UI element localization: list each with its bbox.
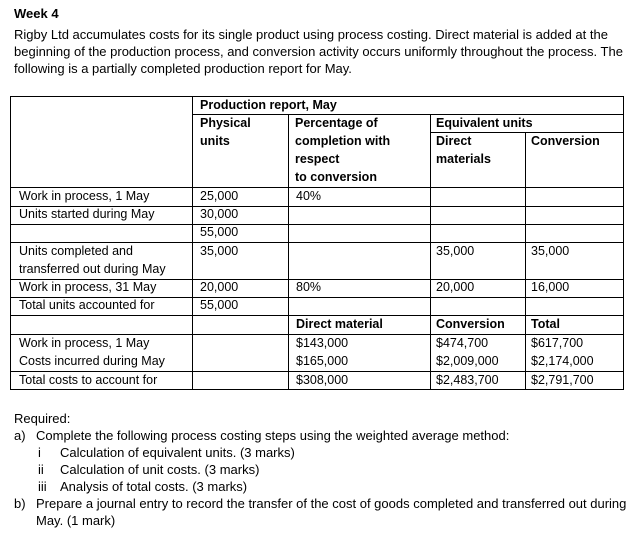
col-percent-line1: Percentage of [295, 116, 378, 130]
requirement-a-iii [14, 478, 629, 495]
col-direct-materials-line2: materials [436, 152, 491, 166]
cost-label-wip-begin: Work in process, 1 May [19, 336, 150, 350]
required-heading: Required: [14, 411, 71, 426]
sub-marker: iii [38, 479, 47, 494]
cost-incurred-total: $2,174,000 [531, 354, 594, 368]
sub-text: Calculation of equivalent units. (3 marks) [60, 445, 295, 460]
col-direct-materials-line1: Direct [436, 134, 472, 148]
intro-paragraph: Rigby Ltd accumulates costs for its single product using process costing. Direct material is added at the beginning of the production process, and conversion activity occurs uniformly throughout the process. The following is a partially completed production report for May. [14, 27, 623, 76]
cost-label-incurred: Costs incurred during May [19, 354, 165, 368]
completed-dm: 35,000 [436, 244, 475, 258]
cost-header-conversion: Conversion [436, 317, 505, 331]
col-physical-line2: units [200, 134, 230, 148]
wip-end-physical: 20,000 [200, 280, 239, 294]
cost-wip-begin-dm: $143,000 [296, 336, 349, 350]
wip-begin-physical: 25,000 [200, 189, 239, 203]
sub-marker: ii [38, 462, 44, 477]
started-physical: 30,000 [200, 207, 239, 221]
cost-total-conversion: $2,483,700 [436, 373, 499, 387]
row-label-started: Units started during May [19, 207, 155, 221]
requirement-a-ii [14, 461, 629, 478]
sub-marker: i [38, 445, 41, 460]
sub-text: Analysis of total costs. (3 marks) [60, 479, 248, 494]
col-percent-line4: to conversion [295, 170, 377, 184]
requirement-a [14, 427, 629, 444]
requirement-a-i [14, 444, 629, 461]
row-label-wip-begin: Work in process, 1 May [19, 189, 150, 203]
cost-wip-begin-total: $617,700 [531, 336, 584, 350]
wip-end-dm: 20,000 [436, 280, 475, 294]
col-physical-line1: Physical [200, 116, 251, 130]
report-title: Production report, May [200, 98, 337, 112]
col-percent-line3: respect [295, 152, 340, 166]
wip-end-conversion: 16,000 [531, 280, 570, 294]
wip-begin-percent: 40% [296, 189, 322, 203]
cost-wip-begin-conversion: $474,700 [436, 336, 489, 350]
requirement-a-text: Complete the following process costing steps using the weighted average method: [36, 428, 510, 443]
total-units-physical: 55,000 [200, 298, 239, 312]
col-equivalent-units: Equivalent units [436, 116, 533, 130]
requirement-a-marker: a) [14, 428, 26, 443]
requirements-list [14, 427, 629, 529]
cost-header-dm: Direct material [296, 317, 383, 331]
cost-incurred-conversion: $2,009,000 [436, 354, 499, 368]
completed-conversion: 35,000 [531, 244, 570, 258]
completed-physical: 35,000 [200, 244, 239, 258]
cost-label-total: Total costs to account for [19, 373, 158, 387]
cost-total-dm: $308,000 [296, 373, 349, 387]
subtotal-physical: 55,000 [200, 225, 239, 239]
cost-incurred-dm: $165,000 [296, 354, 349, 368]
row-label-completed-line2: transferred out during May [19, 262, 166, 276]
requirement-b-marker: b) [14, 496, 26, 511]
requirement-b [14, 495, 629, 529]
col-conversion: Conversion [531, 134, 600, 148]
row-label-completed-line1: Units completed and [19, 244, 133, 258]
cost-total-total: $2,791,700 [531, 373, 594, 387]
sub-text: Calculation of unit costs. (3 marks) [60, 462, 260, 477]
col-percent-line2: completion with [295, 134, 391, 148]
page-heading: Week 4 [14, 6, 59, 21]
cost-header-total: Total [531, 317, 560, 331]
wip-end-percent: 80% [296, 280, 322, 294]
row-label-wip-end: Work in process, 31 May [19, 280, 157, 294]
row-label-total-units: Total units accounted for [19, 298, 155, 312]
requirement-b-text: Prepare a journal entry to record the transfer of the cost of goods completed and transferred out during May. (1 mark) [36, 496, 627, 528]
